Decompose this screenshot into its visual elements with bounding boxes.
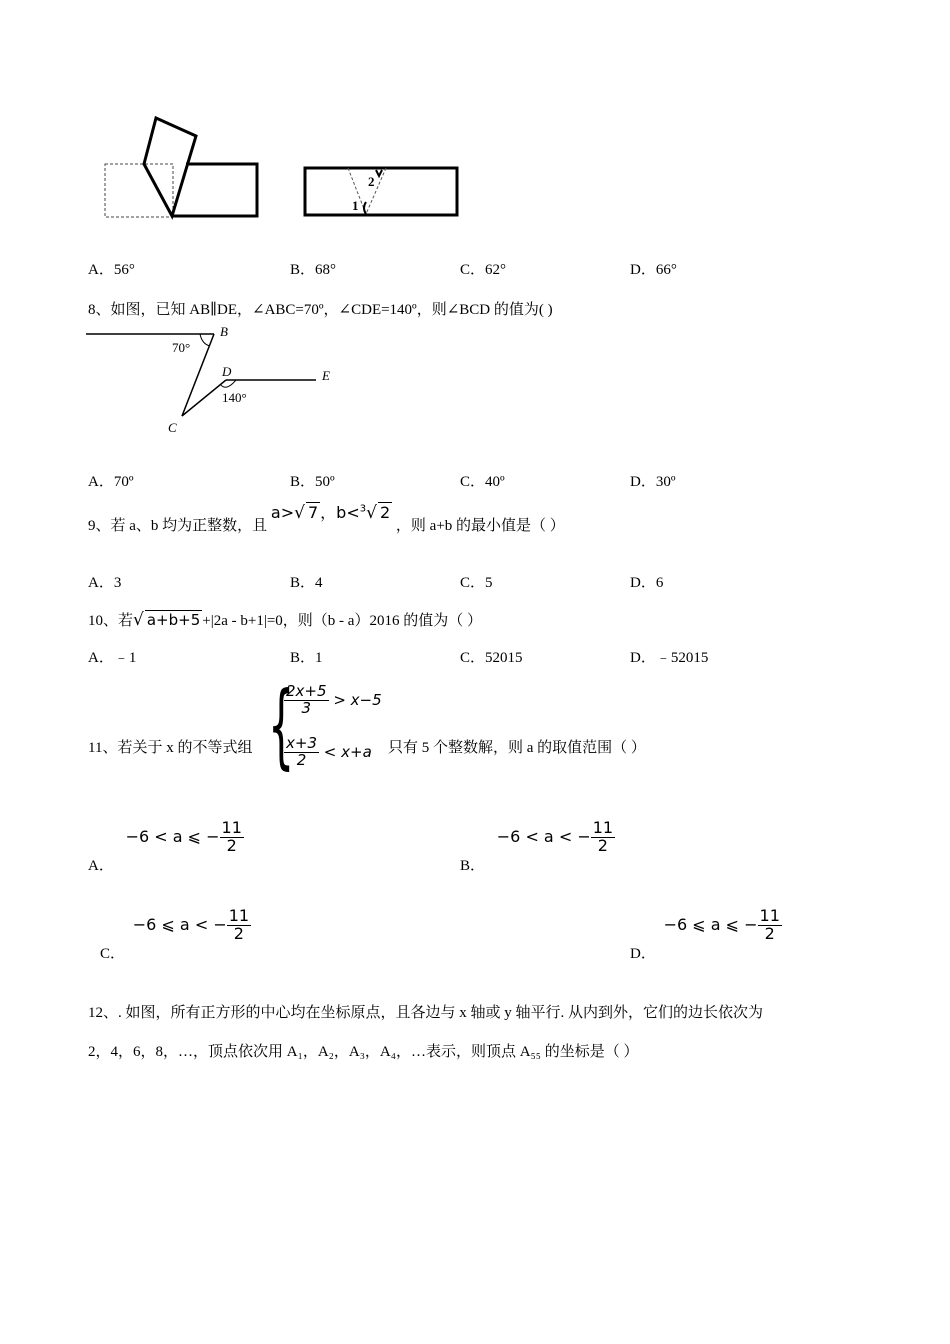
q10-option-a: A．﹣1 (88, 650, 137, 666)
q9-option-d: D．6 (630, 575, 664, 591)
q11-ineq2: $\frac{x+3}{2}$ < x+a (286, 734, 372, 769)
q10-radical: √ a+b+5 (133, 610, 201, 630)
q8-option-c: C．40º (460, 474, 505, 490)
q7-option-d: D．66° (630, 262, 677, 278)
q10-option-d: D．﹣52015 (630, 650, 709, 666)
q9-option-b: B．4 (290, 575, 323, 591)
q9-option-c: C．5 (460, 575, 493, 591)
q10-stem: 10、若√ a+b+5 +|2a - b+1|=0，则（b - a）2016 的值为（ ） (88, 610, 482, 630)
q7-figure (100, 112, 470, 224)
q11-option-c: C． −6 ⩽ a < − $\frac{11}{2}$ (100, 906, 250, 962)
q8-figure (86, 322, 346, 440)
q12-line1: 12、. 如图，所有正方形的中心均在坐标原点，且各边与 x 轴或 y 轴平行. 从内到外，它们的边长依次为 (88, 1005, 764, 1021)
q7-angle-1-label: 1 (352, 198, 359, 213)
q7-option-a: A．56° (88, 262, 135, 278)
q7-angle-2-label: 2 (368, 174, 375, 189)
q11-option-d: D． −6 ⩽ a ⩽ − $\frac{11}{2}$ (630, 906, 780, 962)
q8-option-b: B．50º (290, 474, 335, 490)
q8-label-c: C (168, 420, 177, 435)
q7-option-c: C．62° (460, 262, 507, 278)
q8-angle-70: 70° (172, 340, 191, 355)
q11-brace: { (268, 672, 295, 779)
q12-line2: 2，4，6，8，…，顶点依次用 A₁，A₂，A₃，A₄，…表示，则顶点 A₅₅ 的坐标是（ ） (88, 1044, 639, 1060)
q10-option-b: B．1 (290, 650, 323, 666)
q11-ineq1: $\frac{2x+5}{3}$ > x−5 (286, 682, 382, 717)
q8-label-b: B (220, 324, 228, 339)
q9-stem: 9、若 a、b 均为正整数，且 a>√ 7 ，b<$^3$√ 2 ，则 a+b 的最小值是（ ） (88, 514, 565, 537)
q8-option-d: D．30º (630, 474, 676, 490)
q7-folded-flap (144, 118, 196, 216)
q9-option-a: A．3 (88, 575, 122, 591)
q11-stem-prefix: 11、若关于 x 的不等式组 (88, 740, 253, 756)
q7-option-b: B．68° (290, 262, 337, 278)
q8-label-e: E (322, 368, 330, 383)
q8-stem: 8、如图，已知 AB∥DE，∠ABC=70º，∠CDE=140º，则∠BCD 的值为( ) (88, 302, 553, 318)
q11-option-b: B． −6 < a < − $\frac{11}{2}$ (460, 818, 614, 874)
q11-option-a: A． −6 < a ⩽ − $\frac{11}{2}$ (88, 818, 242, 874)
q10-option-c: C．52015 (460, 650, 523, 666)
q11-stem-suffix: 只有 5 个整数解，则 a 的取值范围（ ） (388, 740, 646, 756)
q7-dashed-rect (105, 164, 173, 217)
q7-strip-rect (305, 168, 457, 215)
q9-condition: a>√ 7 ，b<$^3$√ 2 (270, 503, 391, 523)
q8-angle-140: 140° (222, 390, 247, 405)
q8-label-d: D (222, 364, 232, 379)
q8-option-a: A．70º (88, 474, 134, 490)
